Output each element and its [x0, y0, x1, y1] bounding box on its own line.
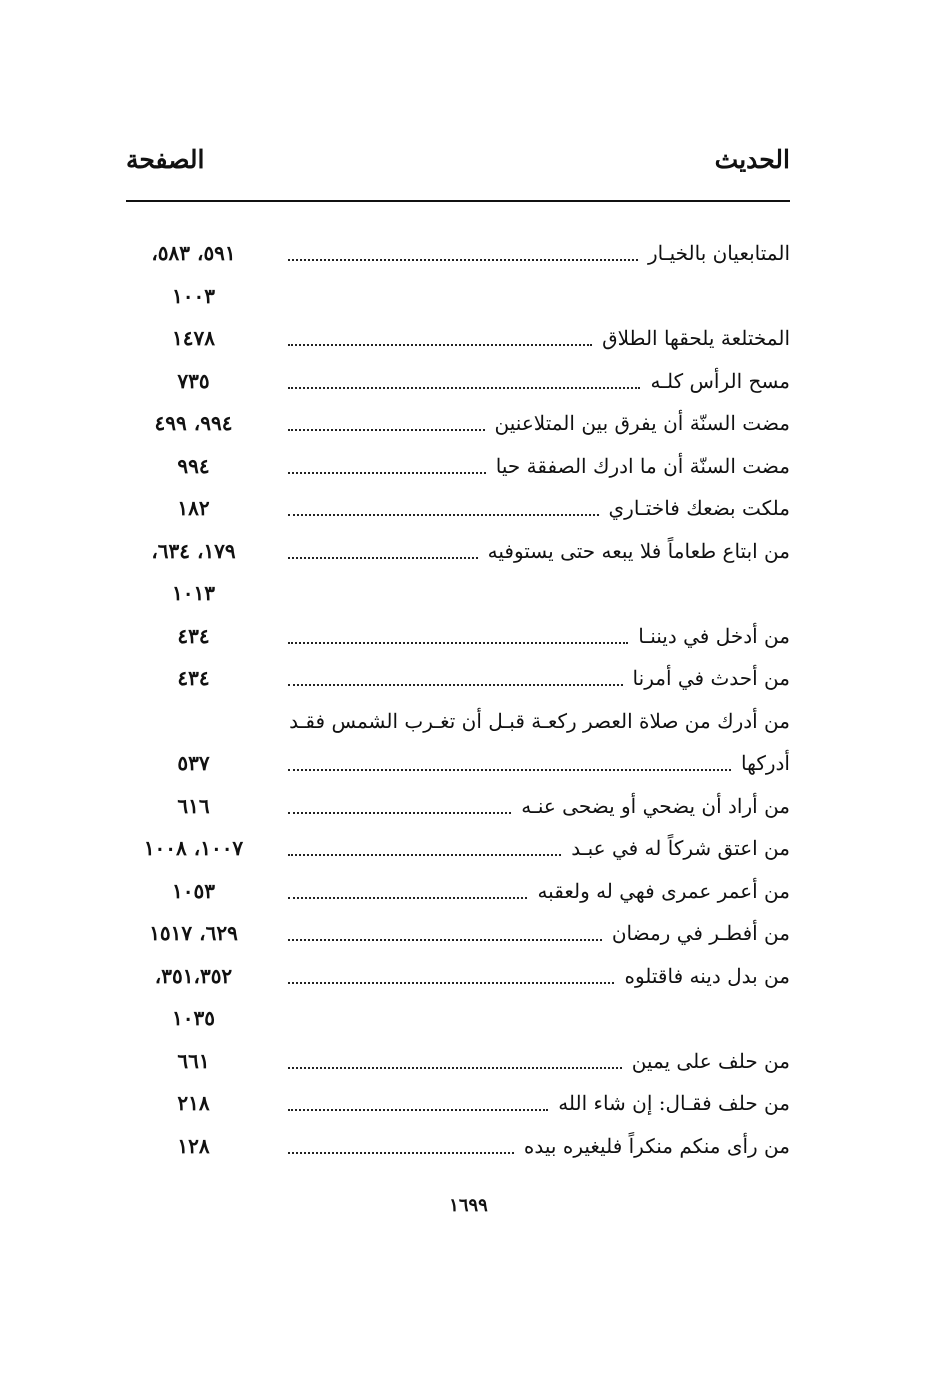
index-row — [126, 660, 790, 703]
index-row — [126, 830, 790, 873]
hadith-text: من أحدث في أمرنا — [632, 666, 790, 690]
hadith-text: مسح الرأس كلـه — [650, 368, 790, 393]
page-reference: ١٠١٣ — [172, 581, 215, 605]
header-divider — [126, 200, 790, 202]
leader-dots — [288, 962, 790, 990]
hadith-text: من أفطـر في رمضان — [611, 921, 790, 945]
leader-dots — [288, 1132, 790, 1160]
page-reference: ٦١٦ — [177, 793, 210, 818]
leader-dots — [288, 664, 790, 692]
page-reference: ١٠٣٥ — [172, 1006, 215, 1030]
page-reference: ٣٥١،٣٥٢، — [154, 963, 233, 988]
leader-dots — [288, 537, 790, 565]
leader-dots — [288, 877, 790, 905]
hadith-text: من ابتاع طعاماً فلا يبعه حتى يستوفيه — [487, 538, 790, 563]
page-number: ١٦٩٩ — [449, 1195, 488, 1216]
page-reference: ١٠٠٧، ١٠٠٨ — [143, 836, 244, 860]
hadith-text: من أراد أن يضحي أو يضحى عنـه — [521, 793, 790, 818]
hadith-text: مضت السنّة أن يفرق بين المتلاعنين — [494, 411, 790, 435]
hadith-text: مضت السنّة أن ما ادرك الصفقة حيا — [495, 453, 790, 478]
index-row — [126, 1000, 790, 1043]
leader-dots — [288, 749, 790, 777]
hadith-text: من حلف على يمين — [631, 1048, 790, 1073]
index-row — [126, 915, 790, 958]
page-reference: ١٠٠٣ — [172, 283, 215, 308]
leader-dots — [288, 792, 790, 820]
hadith-text: من أدرك من صلاة العصر ركعـة قبـل أن تغـرب الشمس فقـد — [289, 708, 790, 733]
hadith-text: من رأى منكم منكراً فليغيره بيده — [523, 1133, 790, 1158]
index-row — [126, 703, 790, 746]
index-row — [126, 235, 790, 278]
index-row — [126, 618, 790, 661]
leader-dots — [288, 324, 790, 352]
hadith-text: المختلعة يلحقها الطلاق — [602, 326, 790, 350]
page-reference: ٤٣٤ — [177, 623, 210, 648]
index-row — [126, 320, 790, 363]
index-row — [126, 363, 790, 406]
hadith-text: أدركها — [741, 751, 790, 775]
index-row — [126, 405, 790, 448]
hadith-text: من أدخل في ديننـا — [638, 623, 790, 648]
index-row — [126, 788, 790, 831]
page-reference: ٥٣٧ — [177, 751, 210, 775]
page-reference: ٧٣٥ — [177, 368, 210, 393]
index-row — [126, 533, 790, 576]
column-header — [126, 145, 790, 185]
page-reference: ٦٢٩، ١٥١٧ — [149, 921, 238, 945]
index-row — [126, 278, 790, 321]
index-row — [126, 958, 790, 1001]
index-row — [126, 1043, 790, 1086]
page-reference: ٩٩٤ — [177, 453, 210, 478]
page-reference: ٥٩١، ٥٨٣، — [151, 241, 236, 265]
leader-dots — [288, 367, 790, 395]
hadith-text: من حلف فقـال: إن شاء الله — [558, 1091, 790, 1115]
page-column-title: الصفحة — [126, 145, 205, 174]
hadith-index-list — [126, 235, 790, 1170]
page-reference: ٦٦١ — [177, 1048, 210, 1073]
page-reference: ٢١٨ — [177, 1091, 210, 1115]
leader-dots — [288, 452, 790, 480]
leader-dots — [288, 1089, 790, 1117]
hadith-text: ملكت بضعك فاختـاري — [608, 496, 790, 520]
hadith-text: من أعمر عمرى فهي له ولعقبه — [537, 878, 790, 903]
hadith-text: المتابعيان بالخيـار — [647, 241, 790, 265]
index-row — [126, 575, 790, 618]
index-row — [126, 1085, 790, 1128]
page-reference: ١٨٢ — [177, 496, 210, 520]
leader-dots — [288, 494, 790, 522]
hadith-text: من بدل دينه فاقتلوه — [624, 963, 790, 988]
hadith-column-title: الحديث — [714, 145, 790, 174]
page-reference: ٤٣٤ — [177, 666, 210, 690]
leader-dots — [288, 409, 790, 437]
leader-dots — [288, 834, 790, 862]
index-row — [126, 1128, 790, 1171]
page-reference: ١٤٧٨ — [172, 326, 215, 350]
leader-dots — [288, 622, 790, 650]
leader-dots — [288, 1047, 790, 1075]
leader-dots — [288, 919, 790, 947]
index-row — [126, 490, 790, 533]
index-row — [126, 448, 790, 491]
index-row — [126, 745, 790, 788]
index-row — [126, 873, 790, 916]
page-reference: ١٧٩، ٦٣٤، — [151, 538, 236, 563]
leader-dots — [288, 239, 790, 267]
hadith-text: من اعتق شركاً له في عبـد — [571, 836, 790, 860]
page-reference: ٩٩٤، ٤٩٩ — [154, 411, 233, 435]
page-reference: ١٠٥٣ — [172, 878, 215, 903]
page-reference: ١٢٨ — [177, 1133, 210, 1158]
